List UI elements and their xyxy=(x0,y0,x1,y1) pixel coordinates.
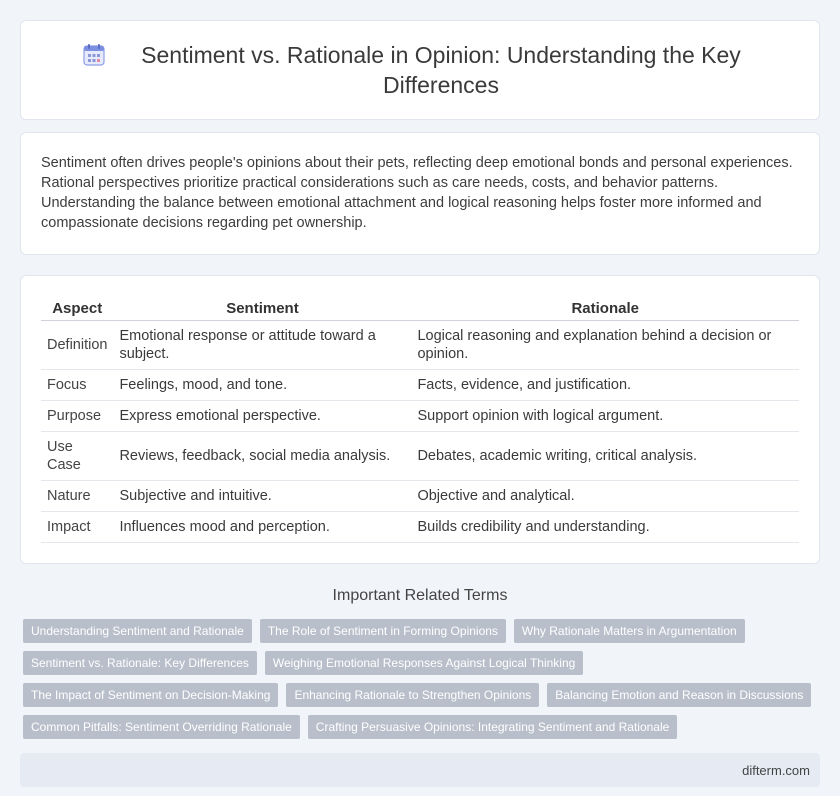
table-row xyxy=(41,481,799,512)
related-terms-section xyxy=(0,587,840,739)
cell-sentiment: Feelings, mood, and tone. xyxy=(113,370,411,401)
related-tag[interactable]: Sentiment vs. Rationale: Key Differences xyxy=(23,651,257,675)
related-tag[interactable]: Weighing Emotional Responses Against Logical Thinking xyxy=(265,651,583,675)
related-tag[interactable]: Understanding Sentiment and Rationale xyxy=(23,619,252,643)
cell-rationale: Builds credibility and understanding. xyxy=(411,512,799,543)
cell-sentiment: Influences mood and perception. xyxy=(113,512,411,543)
cell-sentiment: Reviews, feedback, social media analysis. xyxy=(113,432,411,481)
cell-sentiment: Emotional response or attitude toward a subject. xyxy=(113,321,411,370)
page-title: Sentiment vs. Rationale in Opinion: Understanding the Key Differences xyxy=(141,42,741,98)
comparison-table-card xyxy=(20,275,820,564)
table-row xyxy=(41,321,799,370)
calendar-icon xyxy=(81,42,107,68)
intro-paragraph: Sentiment often drives people's opinions about their pets, reflecting deep emotional bonds and personal experiences. Rational perspectives prioritize practical considerations such as care needs, costs, and behavior patterns. Understanding the balance between emotional attachment and logical reasoning helps foster more informed and compassionate decisions regarding pet ownership. xyxy=(41,155,793,231)
table-row xyxy=(41,370,799,401)
cell-rationale: Objective and analytical. xyxy=(411,481,799,512)
footer-site-link[interactable]: difterm.com xyxy=(742,762,810,778)
related-tag[interactable]: Crafting Persuasive Opinions: Integrating Sentiment and Rationale xyxy=(308,715,678,739)
cell-rationale: Logical reasoning and explanation behind a decision or opinion. xyxy=(411,321,799,370)
related-tag[interactable]: Why Rationale Matters in Argumentation xyxy=(514,619,745,643)
related-terms-title: Important Related Terms xyxy=(332,587,508,604)
cell-aspect: Definition xyxy=(41,321,113,370)
related-tag[interactable]: The Role of Sentiment in Forming Opinions xyxy=(260,619,506,643)
cell-sentiment: Express emotional perspective. xyxy=(113,401,411,432)
cell-sentiment: Subjective and intuitive. xyxy=(113,481,411,512)
footer xyxy=(20,753,820,787)
cell-aspect: Purpose xyxy=(41,401,113,432)
cell-aspect: Nature xyxy=(41,481,113,512)
table-row xyxy=(41,401,799,432)
header-aspect: Aspect xyxy=(41,296,113,321)
related-tags xyxy=(23,619,817,739)
related-tag[interactable]: The Impact of Sentiment on Decision-Making xyxy=(23,683,278,707)
related-tag[interactable]: Enhancing Rationale to Strengthen Opinions xyxy=(286,683,539,707)
header-card xyxy=(20,20,820,120)
intro-card xyxy=(20,132,820,255)
table-row xyxy=(41,432,799,481)
cell-rationale: Facts, evidence, and justification. xyxy=(411,370,799,401)
related-tag[interactable]: Common Pitfalls: Sentiment Overriding Rationale xyxy=(23,715,300,739)
table-row xyxy=(41,512,799,543)
cell-aspect: Use Case xyxy=(41,432,113,481)
header-rationale: Rationale xyxy=(411,296,799,321)
header-sentiment: Sentiment xyxy=(113,296,411,321)
cell-rationale: Debates, academic writing, critical analysis. xyxy=(411,432,799,481)
related-tag[interactable]: Balancing Emotion and Reason in Discussions xyxy=(547,683,811,707)
cell-aspect: Impact xyxy=(41,512,113,543)
title-wrap xyxy=(81,40,759,100)
table-header-row xyxy=(41,296,799,321)
cell-rationale: Support opinion with logical argument. xyxy=(411,401,799,432)
cell-aspect: Focus xyxy=(41,370,113,401)
comparison-table xyxy=(41,296,799,543)
